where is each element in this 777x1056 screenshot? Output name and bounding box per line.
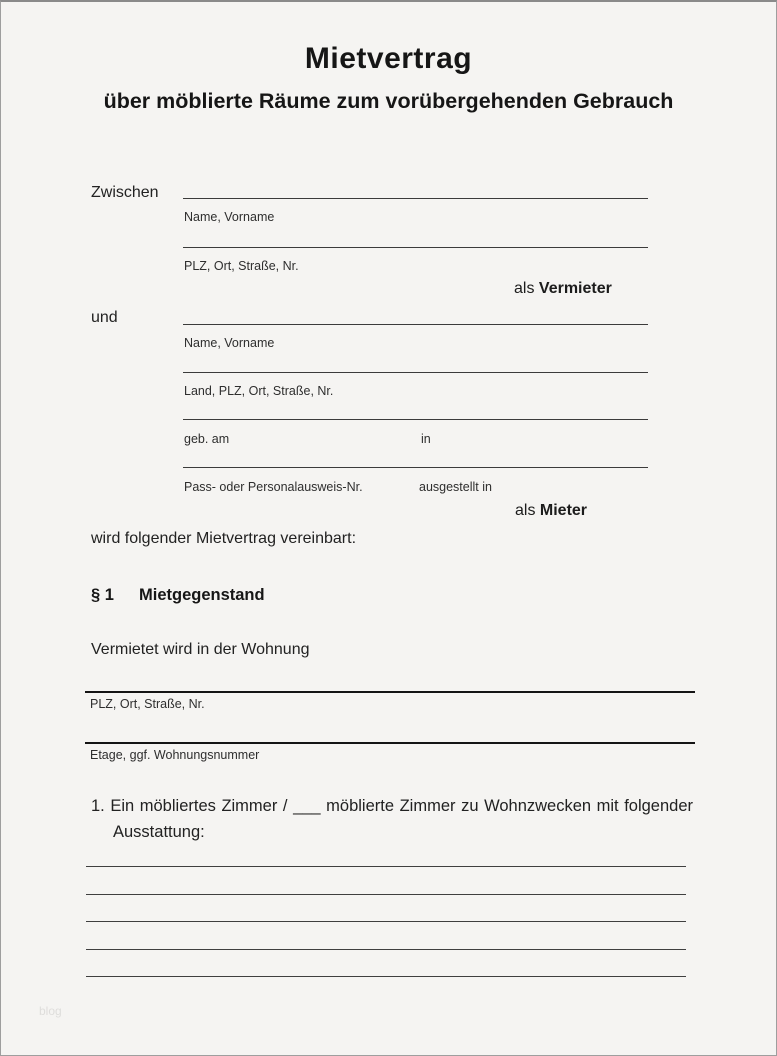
landlord-address-fill-line (183, 247, 648, 248)
tenant-name-label: Name, Vorname (184, 336, 275, 350)
tenant-birthplace-label: in (421, 432, 431, 446)
tenant-birth-fill-line (183, 419, 648, 420)
landlord-role-line (514, 280, 612, 298)
tenant-passport-fill-line (183, 467, 648, 468)
tenant-name-fill-line (183, 324, 648, 325)
apartment-floor-fill-line (85, 742, 695, 744)
page-title: Mietvertrag (304, 42, 473, 75)
agreement-statement: wird folgender Mietvertrag vereinbart: (91, 530, 357, 547)
equipment-fill-line (86, 866, 686, 867)
equipment-fill-line (86, 949, 686, 950)
equipment-fill-line (86, 921, 686, 922)
section1-heading: Mietgegenstand (139, 586, 265, 604)
apartment-address-label: PLZ, Ort, Straße, Nr. (90, 697, 205, 711)
landlord-name-label: Name, Vorname (184, 210, 275, 224)
item1-line2: Ausstattung: (113, 823, 205, 841)
tenant-intro-label: und (91, 309, 118, 326)
tenant-role-name: Mieter (539, 502, 588, 519)
section1-number: § 1 (91, 586, 114, 604)
page-subtitle: über möblierte Räume zum vorübergehenden Gebrauch (103, 89, 674, 113)
tenant-role-prefix: als (515, 502, 536, 519)
equipment-fill-line (86, 976, 686, 977)
apartment-address-fill-line (85, 691, 695, 693)
tenant-role-line (515, 502, 587, 520)
landlord-name-fill-line (183, 198, 648, 199)
landlord-address-label: PLZ, Ort, Straße, Nr. (184, 259, 299, 273)
tenant-passport-label: Pass- oder Personalausweis-Nr. (184, 480, 363, 494)
item1-number: 1. (91, 797, 105, 815)
watermark-text: blog (39, 1004, 62, 1018)
equipment-fill-line (86, 894, 686, 895)
section1-intro: Vermietet wird in der Wohnung (91, 641, 310, 658)
tenant-address-fill-line (183, 372, 648, 373)
landlord-intro-label: Zwischen (91, 184, 159, 201)
landlord-role-prefix: als (514, 280, 535, 297)
tenant-birthdate-label: geb. am (184, 432, 230, 446)
tenant-passport-issued-label: ausgestellt in (419, 480, 492, 494)
tenant-address-label: Land, PLZ, Ort, Straße, Nr. (184, 384, 334, 398)
item1-text: Ein möbliertes Zimmer / ___ möblierte Zimmer zu Wohnzwecken mit folgender (110, 797, 693, 815)
apartment-floor-label: Etage, ggf. Wohnungsnummer (90, 748, 260, 762)
landlord-role-name: Vermieter (538, 280, 612, 297)
